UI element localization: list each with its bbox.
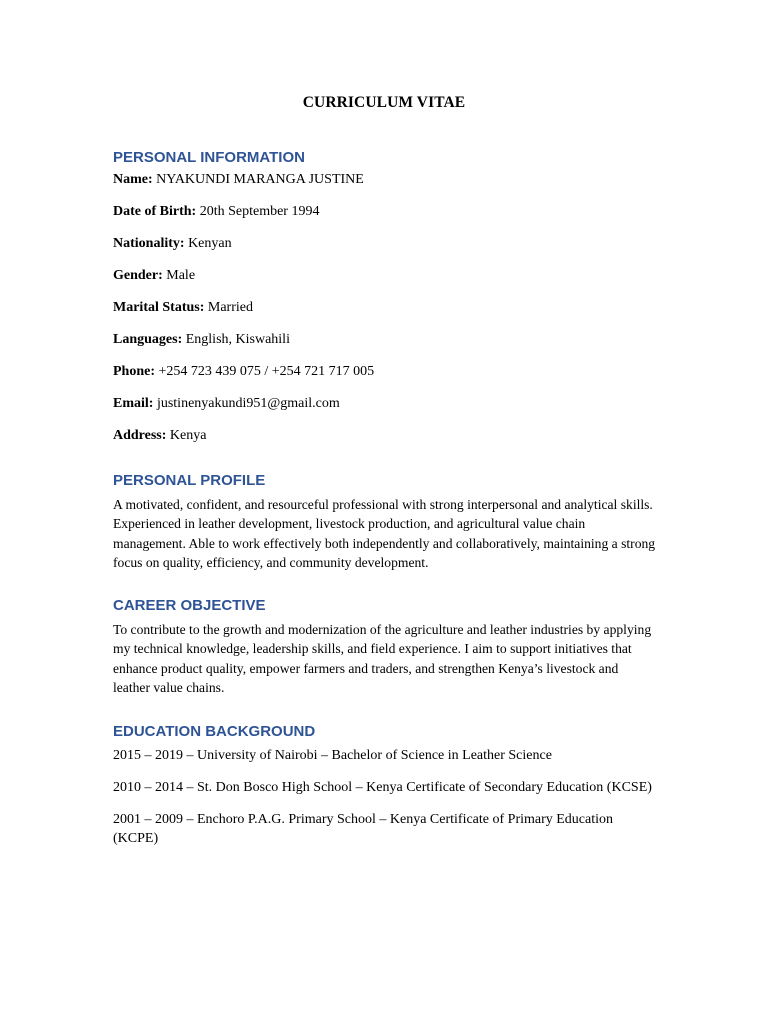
info-value: Kenya [169,428,207,443]
education-entry: 2001 – 2009 – Enchoro P.A.G. Primary School – Kenya Certificate of Primary Education (KCPE) [113,812,614,847]
info-label: Email: [113,396,154,411]
education-entry: 2015 – 2019 – University of Nairobi – Bachelor of Science in Leather Science [113,748,552,764]
education-background-heading: EDUCATION BACKGROUND [113,723,316,741]
document-title: CURRICULUM VITAE [302,94,466,111]
email-value: justinenyakundi951@gmail.com [156,396,340,411]
info-label: Name: [113,172,153,187]
info-value: 20th September 1994 [199,204,320,219]
info-label: Marital Status: [113,300,205,315]
info-row-date-of-birth [113,204,658,220]
info-value: +254 723 439 075 / +254 721 717 005 [158,364,375,379]
personal-profile-text: A motivated, confident, and resourceful professional with strong interpersonal and analytical skills. Experienced in leather development, livestock production, and agricultural value chain management. Able to work effectively both independently and collaboratively, maintaining a strong focus on quality, efficiency, and community development. [113,497,656,570]
cv-content [113,148,658,861]
info-row-marital-status [113,300,658,316]
personal-information-section [113,148,658,444]
info-row-gender [113,268,658,284]
career-objective-text: To contribute to the growth and modernization of the agriculture and leather industries by applying my technical knowledge, leadership skills, and field experience. I aim to support initiatives that enhance product quality, empower farmers and traders, and strengthen Kenya’s livestock and leather value chains. [113,622,652,696]
info-row-phone [113,364,658,380]
info-row-languages [113,332,658,348]
personal-information-heading: PERSONAL INFORMATION [113,149,305,166]
career-objective-heading: CAREER OBJECTIVE [113,597,266,615]
career-objective-section [113,596,658,697]
info-row-name [113,172,658,188]
info-row-address [113,428,658,444]
info-value: Kenyan [188,236,232,251]
info-value: Male [166,268,196,283]
info-label: Languages: [113,332,183,347]
info-label: Date of Birth: [113,204,197,219]
info-value: Married [207,300,253,315]
info-value: NYAKUNDI MARANGA JUSTINE [156,172,364,187]
info-label: Phone: [113,364,155,379]
education-background-section [113,722,658,848]
personal-profile-section [113,471,658,572]
info-label: Gender: [113,268,163,283]
info-row-nationality [113,236,658,252]
info-value: English, Kiswahili [185,332,290,347]
info-row-email [113,396,658,412]
info-label: Address: [113,428,167,443]
education-entry: 2010 – 2014 – St. Don Bosco High School – Kenya Certificate of Secondary Education (KCSE) [113,780,652,796]
personal-profile-heading: PERSONAL PROFILE [113,472,266,489]
info-label: Nationality: [113,236,185,251]
